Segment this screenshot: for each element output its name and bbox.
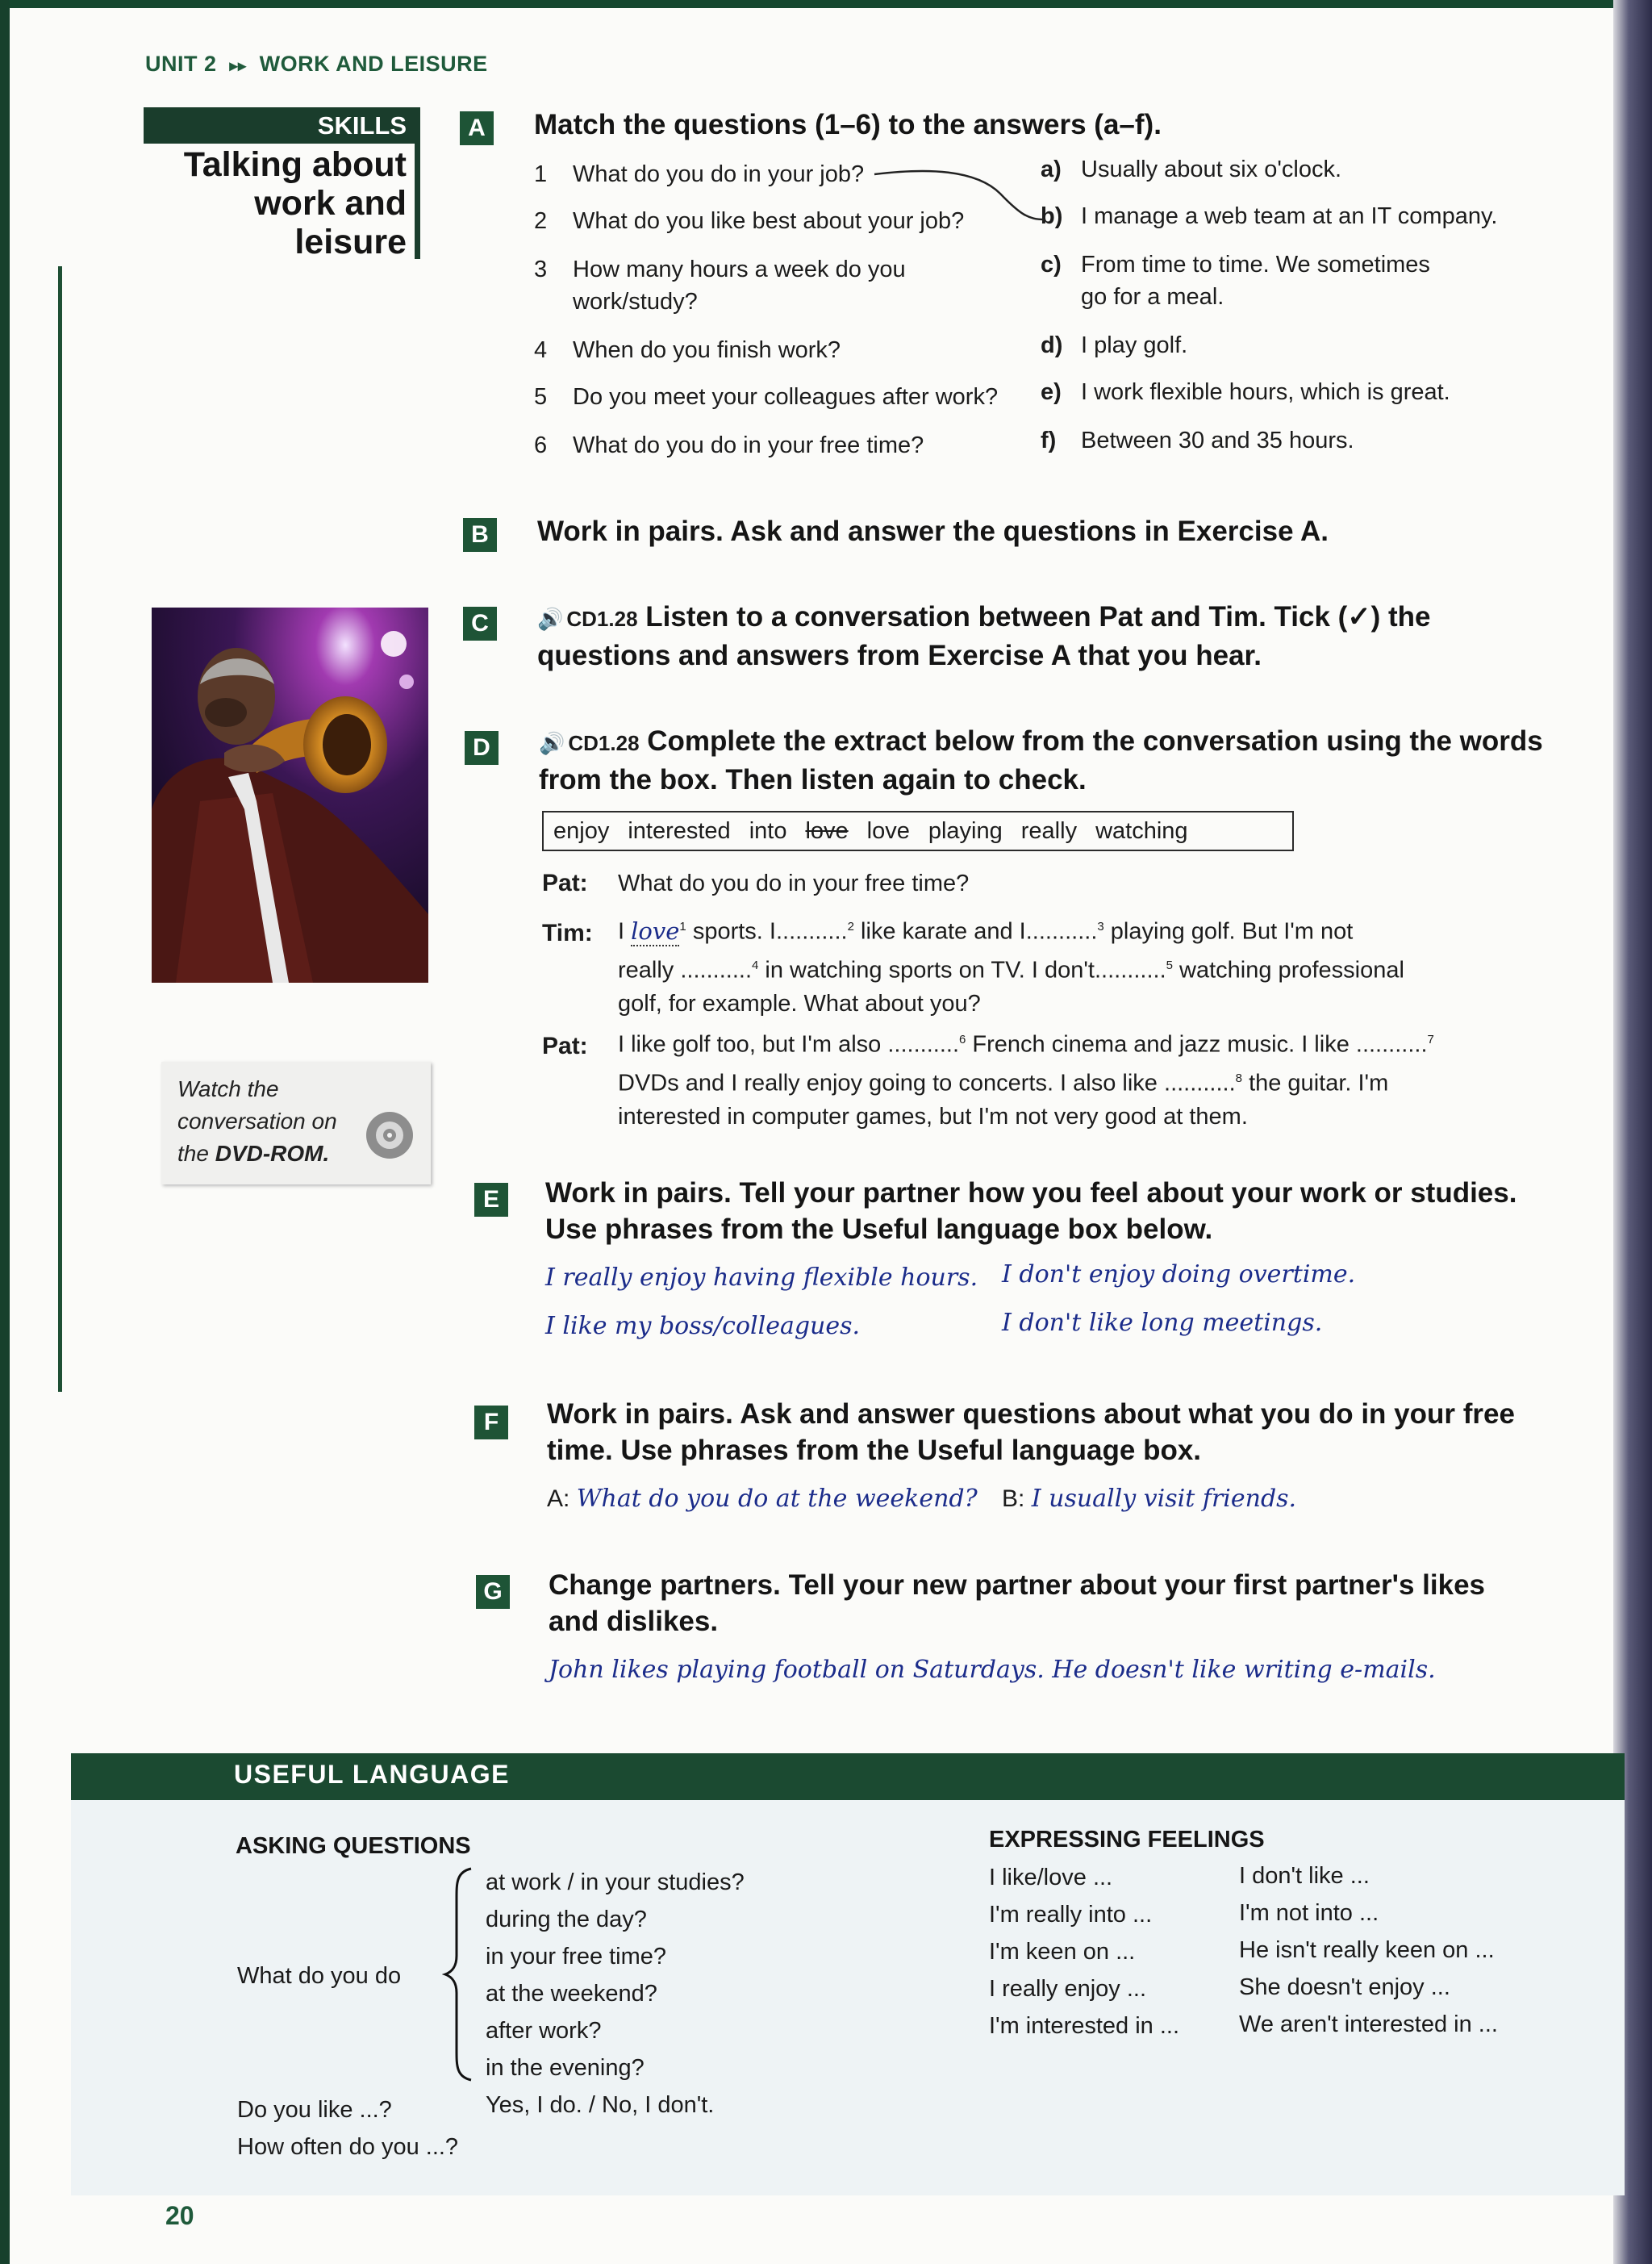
dialogue-text: the guitar. I'm (1249, 1070, 1389, 1096)
word-box (542, 811, 1294, 851)
example-phrase: What do you do at the weekend? (576, 1485, 978, 1513)
disc-icon[interactable] (365, 1110, 415, 1160)
example-phrase: I like my boss/colleagues. (545, 1312, 861, 1340)
margin-rule (58, 266, 62, 1392)
phrase: I don't like ... (1239, 1863, 1370, 1889)
dvd-note-line: Watch the (177, 1076, 279, 1101)
skills-title (144, 145, 415, 261)
section-a-instruction: Match the questions (1–6) to the answers (a–f). (534, 109, 1162, 140)
dialogue-line (618, 910, 1404, 1021)
dvd-note-word: the (177, 1141, 209, 1166)
section-letter-a: A (460, 111, 494, 145)
dialogue-text: golf, for example. What about you? (618, 991, 981, 1017)
question-number: 5 (534, 384, 548, 410)
section-f-instruction (547, 1396, 1515, 1468)
question-item (534, 253, 906, 318)
instruction-text: from the box. Then listen again to check. (539, 764, 1087, 796)
section-letter-e: E (474, 1183, 508, 1217)
gap[interactable]: ........... (680, 957, 753, 984)
positive-phrases (989, 1859, 1179, 2045)
skills-title-line: Talking about (183, 145, 407, 184)
phrase: during the day? (486, 1907, 647, 1932)
answer-text: Between 30 and 35 hours. (1081, 428, 1354, 453)
top-border (0, 0, 1613, 8)
skills-rule (415, 107, 420, 259)
cd-track-label: CD1.28 (566, 607, 638, 631)
useful-language-title: USEFUL LANGUAGE (234, 1760, 510, 1789)
question-number: 3 (534, 257, 548, 282)
gap[interactable]: ........... (1095, 957, 1166, 984)
gap[interactable]: ........... (775, 918, 848, 945)
phrase: I'm keen on ... (989, 1939, 1136, 1965)
answer-text: Usually about six o'clock. (1081, 157, 1342, 182)
question-number: 4 (534, 337, 548, 363)
question-text: When do you finish work? (573, 337, 841, 363)
option-list (486, 1864, 745, 2086)
phrase: How often do you ...? (237, 2134, 459, 2160)
example-phrase: I don't like long meetings. (1002, 1309, 1323, 1337)
section-b-instruction: Work in pairs. Ask and answer the questions in Exercise A. (537, 516, 1329, 547)
dialogue-text: I like golf too, but I'm also (618, 1031, 882, 1058)
speaker-label: A: (547, 1485, 570, 1512)
dialogue-text: really (618, 957, 674, 984)
answer-letter: b) (1041, 203, 1063, 229)
word: into (749, 818, 787, 844)
instruction-text: Work in pairs. Tell your partner how you feel about your work or studies. (545, 1177, 1517, 1209)
instruction-text: Change partners. Tell your new partner about your first partner's likes (549, 1569, 1485, 1601)
phrase: Yes, I do. / No, I don't. (486, 2092, 715, 2118)
word: enjoy (553, 818, 610, 844)
speaker-label: Pat: (542, 1033, 588, 1059)
answer-letter: e) (1041, 379, 1062, 405)
phrase: She doesn't enjoy ... (1239, 1974, 1450, 2000)
dvd-note-line: conversation on (177, 1109, 337, 1134)
section-letter-g: G (476, 1575, 510, 1609)
instruction-text: Work in pairs. Ask and answer questions about what you do in your free (547, 1398, 1515, 1430)
phrase: at work / in your studies? (486, 1869, 745, 1895)
phrase: I really enjoy ... (989, 1976, 1147, 2002)
question-text: What do you do in your free time? (573, 432, 924, 458)
gap-number: 8 (1235, 1071, 1242, 1085)
unit-label: UNIT 2 (145, 52, 217, 76)
phrase: in your free time? (486, 1944, 667, 1970)
instruction-text: Complete the extract below from the conversation using the words (647, 725, 1543, 757)
phrase: after work? (486, 2018, 602, 2044)
phrase: I'm really into ... (989, 1902, 1153, 1928)
dialogue-text: playing golf. But I'm not (1110, 918, 1354, 945)
dialogue-line (618, 1023, 1434, 1134)
word: love (866, 818, 910, 844)
unit-header (145, 52, 488, 77)
dialogue-text: sports. I (692, 918, 776, 945)
dialogue-text: interested in computer games, but I'm not very good at them. (618, 1104, 1248, 1130)
skills-tag: SKILLS (144, 107, 415, 144)
section-letter-f: F (474, 1406, 508, 1439)
instruction-text: Listen to a conversation between Pat and Tim. Tick (✓) the (645, 601, 1431, 633)
instruction-text: and dislikes. (549, 1606, 719, 1637)
unit-title: WORK AND LEISURE (259, 52, 488, 76)
phrase: I'm interested in ... (989, 2013, 1180, 2039)
example-dialogue (547, 1485, 1296, 1513)
word: playing (928, 818, 1003, 844)
gap-number: 4 (752, 958, 759, 972)
dvd-note-text (177, 1073, 337, 1170)
question-text: How many hours a week do you (573, 257, 906, 282)
skills-title-line: work and (254, 184, 407, 223)
answer-letter: c) (1041, 252, 1062, 278)
question-text: What do you like best about your job? (573, 208, 965, 234)
section-letter-d: D (465, 731, 499, 765)
phrase: I'm not into ... (1239, 1900, 1379, 1926)
audio-track[interactable] (537, 607, 638, 631)
question-item (534, 334, 841, 366)
instruction-text: questions and answers from Exercise A that you hear. (537, 640, 1262, 671)
question-item (534, 158, 864, 190)
phrase: Do you like ...? (237, 2097, 392, 2123)
gap[interactable]: ........... (1355, 1031, 1428, 1058)
instruction-text: Use phrases from the Useful language box below. (545, 1213, 1213, 1245)
trumpet-player-photo (152, 608, 428, 983)
phrase: in the evening? (486, 2055, 645, 2081)
answer-item (1041, 249, 1430, 313)
dialogue-text: in watching sports on TV. I don't (765, 957, 1095, 984)
gap[interactable]: ........... (887, 1031, 960, 1058)
expressing-feelings-heading: EXPRESSING FEELINGS (989, 1827, 1265, 1853)
dialogue-text: French cinema and jazz music. I like (972, 1031, 1350, 1058)
gap-number: 7 (1427, 1033, 1434, 1046)
cd-track-label: CD1.28 (568, 731, 640, 755)
page-number: 20 (165, 2201, 194, 2230)
word-crossed-out: love (805, 818, 849, 844)
word: really (1020, 818, 1078, 844)
question-text: What do you do in your job? (573, 161, 865, 187)
section-e-instruction (545, 1175, 1516, 1247)
answer-text: From time to time. We sometimes (1081, 252, 1430, 278)
asking-questions-heading: ASKING QUESTIONS (236, 1833, 471, 1859)
question-text: Do you meet your colleagues after work? (573, 384, 999, 410)
speaker-label: Tim: (542, 920, 593, 946)
arrow-icon: ▸▸ (229, 57, 247, 75)
gap-number: 6 (959, 1033, 966, 1046)
example-phrase: John likes playing football on Saturdays. He doesn't like writing e-mails. (549, 1656, 1436, 1684)
speaker-icon: 🔊 (539, 731, 565, 755)
question-number: 1 (534, 161, 548, 187)
gap-number: 3 (1097, 920, 1104, 934)
section-c-instruction (537, 599, 1431, 674)
answer-item (1041, 424, 1354, 457)
gap-number: 2 (847, 920, 854, 934)
gap[interactable]: ........... (1164, 1070, 1236, 1096)
word: interested (628, 818, 731, 844)
section-d-instruction (539, 723, 1543, 798)
phrase: at the weekend? (486, 1981, 657, 2007)
section-letter-c: C (463, 607, 497, 641)
left-border (0, 0, 10, 2264)
answer-text: I play golf. (1081, 332, 1188, 358)
curly-brace (442, 1865, 474, 2083)
phrase: What do you do (237, 1963, 402, 1989)
question-text: work/study? (573, 289, 698, 315)
example-phrase: I really enjoy having flexible hours. (545, 1264, 978, 1292)
question-item (534, 381, 998, 413)
answer-item (1041, 329, 1187, 361)
gap-number: 1 (679, 920, 686, 934)
dvd-rom-label: DVD-ROM. (215, 1141, 330, 1166)
answer-item (1041, 376, 1450, 408)
match-line (871, 161, 1049, 234)
dialogue-text: I (618, 918, 625, 945)
question-item (534, 429, 924, 462)
question-number: 2 (534, 208, 548, 234)
answer-letter: d) (1041, 332, 1063, 358)
dialogue-text: watching professional (1179, 957, 1404, 984)
dialogue-text: DVDs and I really enjoy going to concerts. I also like (618, 1070, 1158, 1096)
phrase: I like/love ... (989, 1865, 1113, 1890)
answer-item (1041, 153, 1341, 186)
dialogue-line: What do you do in your free time? (618, 871, 970, 896)
word: watching (1095, 818, 1188, 844)
question-number: 6 (534, 432, 548, 458)
speaker-label: Pat: (542, 870, 588, 896)
answer-text: I work flexible hours, which is great. (1081, 379, 1450, 405)
speaker-label: B: (1002, 1485, 1025, 1512)
gap-number: 5 (1166, 958, 1173, 972)
audio-track[interactable] (539, 731, 640, 755)
answer-letter: a) (1041, 157, 1062, 182)
answer-text: I manage a web team at an IT company. (1081, 203, 1498, 229)
dvd-note-line (177, 1138, 337, 1170)
instruction-text: time. Use phrases from the Useful language box. (547, 1435, 1202, 1466)
section-g-instruction (549, 1567, 1485, 1640)
phrase: He isn't really keen on ... (1239, 1937, 1495, 1963)
answer-letter: f) (1041, 428, 1057, 453)
answer-text: go for a meal. (1081, 284, 1224, 310)
section-letter-b: B (463, 518, 497, 552)
example-phrase: I usually visit friends. (1031, 1485, 1297, 1513)
negative-phrases (1239, 1857, 1498, 2043)
skills-title-line: leisure (294, 223, 407, 261)
phrase: We aren't interested in ... (1239, 2011, 1498, 2037)
gap[interactable]: ........... (1025, 918, 1098, 945)
dialogue-text: like karate and I (861, 918, 1026, 945)
speaker-icon: 🔊 (537, 607, 564, 631)
example-phrase: I don't enjoy doing overtime. (1002, 1260, 1356, 1289)
answer-fill: love (631, 917, 680, 945)
answer-item (1041, 200, 1497, 232)
